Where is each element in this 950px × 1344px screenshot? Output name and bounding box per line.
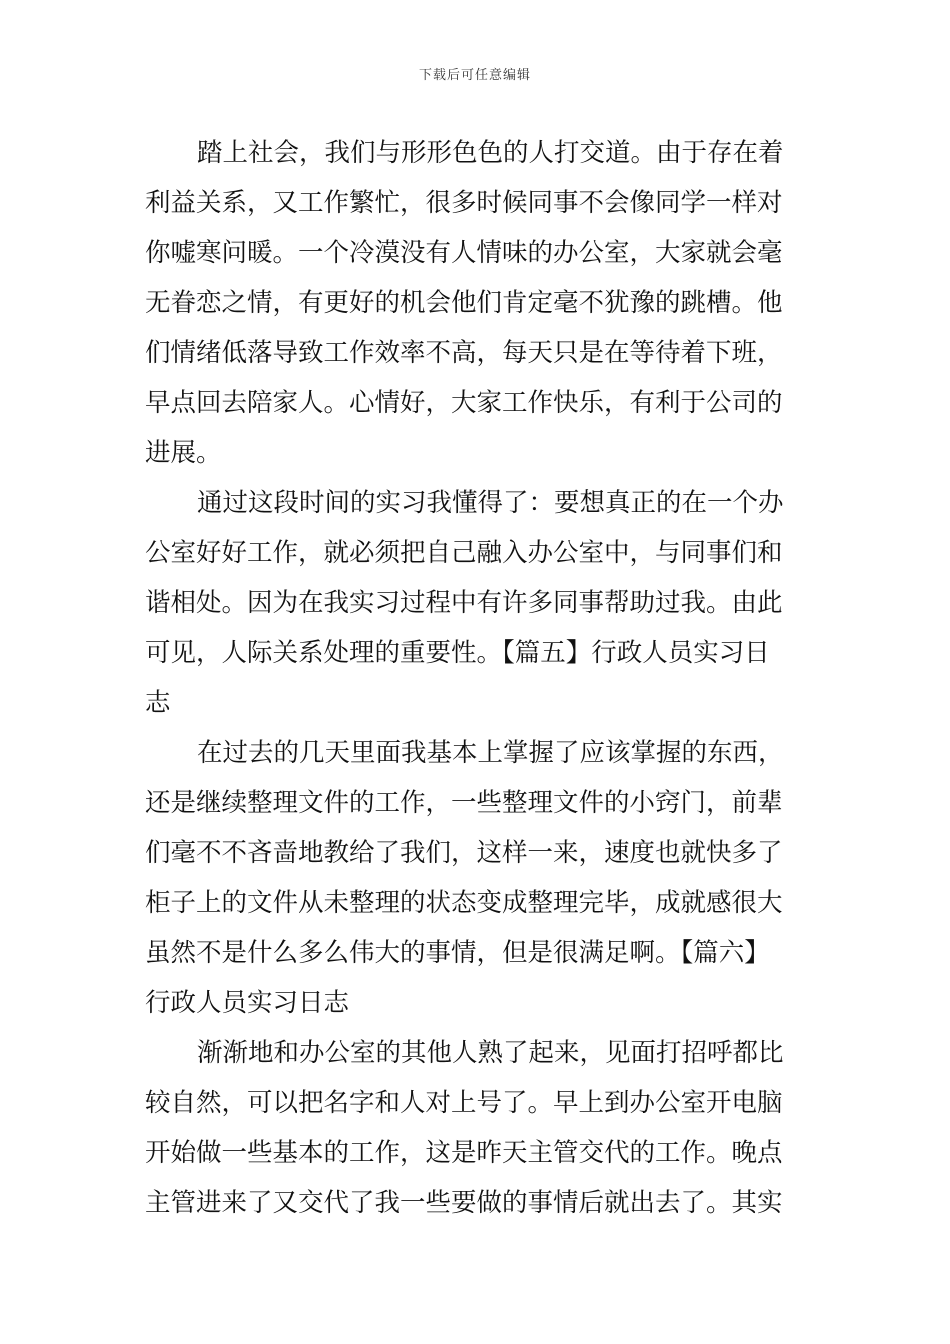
text-line: 谐相处。因为在我实习过程中有许多同事帮助过我。由此 bbox=[145, 588, 783, 618]
text-line: 早点回去陪家人。心情好，大家工作快乐，有利于公司的 bbox=[145, 388, 783, 418]
text-line: 志 bbox=[145, 688, 171, 718]
text-line: 们情绪低落导致工作效率不高，每天只是在等待着下班， bbox=[145, 338, 783, 368]
text-line: 你嘘寒问暖。一个冷漠没有人情味的办公室，大家就会毫 bbox=[145, 238, 783, 268]
text-line: 们毫不不吝啬地教给了我们，这样一来，速度也就快多了 bbox=[145, 838, 783, 868]
paragraph-3 bbox=[145, 728, 810, 1028]
text-line: 踏上社会，我们与形形色色的人打交道。由于存在着 bbox=[197, 138, 784, 168]
text-line: 行政人员实习日志 bbox=[145, 988, 350, 1018]
text-line: 可见，人际关系处理的重要性。【篇五】行政人员实习日 bbox=[145, 638, 770, 668]
text-line: 柜子上的文件从未整理的状态变成整理完毕，成就感很大 bbox=[145, 888, 783, 918]
text-line: 进展。 bbox=[145, 438, 222, 468]
paragraph-2 bbox=[145, 478, 810, 728]
text-line: 还是继续整理文件的工作，一些整理文件的小窍门，前辈 bbox=[145, 788, 783, 818]
text-line: 主管进来了又交代了我一些要做的事情后就出去了。其实 bbox=[145, 1188, 783, 1218]
text-line: 在过去的几天里面我基本上掌握了应该掌握的东西， bbox=[197, 738, 784, 768]
text-line: 较自然，可以把名字和人对上号了。早上到办公室开电脑 bbox=[145, 1088, 783, 1118]
text-line: 渐渐地和办公室的其他人熟了起来，见面打招呼都比 bbox=[197, 1038, 784, 1068]
paragraph-4 bbox=[145, 1028, 810, 1228]
text-line: 无眷恋之情，有更好的机会他们肯定毫不犹豫的跳槽。他 bbox=[145, 288, 783, 318]
paragraph-1 bbox=[145, 128, 810, 478]
text-line: 通过这段时间的实习我懂得了：要想真正的在一个办 bbox=[197, 488, 784, 518]
page-header: 下载后可任意编辑 bbox=[418, 68, 531, 83]
text-line: 利益关系，又工作繁忙，很多时候同事不会像同学一样对 bbox=[145, 188, 783, 218]
document-body bbox=[145, 128, 810, 1228]
text-line: 虽然不是什么多么伟大的事情，但是很满足啊。【篇六】 bbox=[145, 938, 770, 968]
text-line: 开始做一些基本的工作，这是昨天主管交代的工作。晚点 bbox=[145, 1138, 783, 1168]
text-line: 公室好好工作，就必须把自己融入办公室中，与同事们和 bbox=[145, 538, 783, 568]
